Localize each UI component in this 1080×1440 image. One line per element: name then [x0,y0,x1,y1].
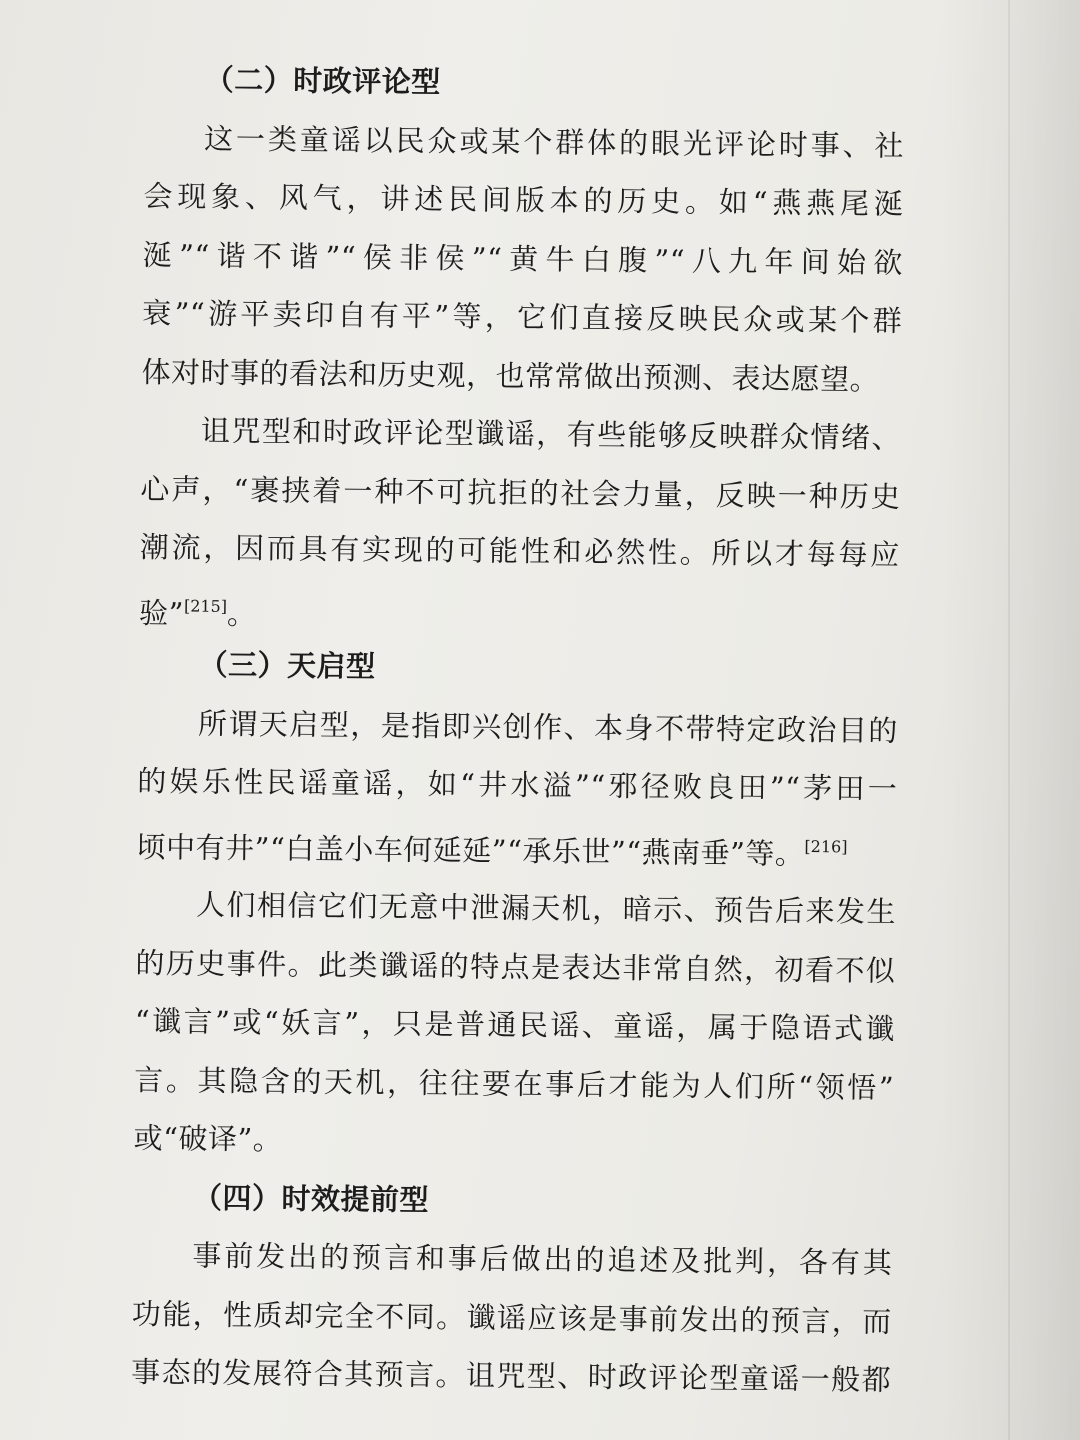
section-heading: （二）时政评论型 [204,62,441,100]
body-line: 言。其隐含的天机，往往要在事后才能为人们所“领悟” [134,1062,895,1105]
body-line: 的娱乐性民谣童谣，如“井水溢”“邪径败良田”“茅田一 [137,763,898,806]
body-line: 潮流，因而具有实现的可能性和必然性。所以才每每应 [139,529,900,572]
body-line: 涎”“谐不谐”“侯非侯”“黄牛白腹”“八九年间始欲 [142,237,903,280]
body-text: 。 [226,596,257,631]
book-page-text [131,50,905,1409]
body-line: 所谓天启型，是指即兴创作、本身不带特定政治目的 [197,706,899,748]
body-line: 衰”“游平卖印自有平”等，它们直接反映民众或某个群 [142,295,903,338]
body-text: 顷中有井”“白盖小车何延延”“承乐世”“燕南垂”等。 [136,829,805,871]
body-line: 会现象、风气，讲述民间版本的历史。如“燕燕尾涎 [143,178,904,221]
body-line: 或“破译”。 [133,1120,283,1157]
body-text: 验” [138,595,185,630]
section-heading: （四）时效提前型 [192,1180,430,1217]
footnote-ref: [215] [183,595,228,616]
body-line: 这一类童谣以民众或某个群体的眼光评论时事、社 [203,121,905,163]
body-line-with-footnote [139,576,900,642]
body-line: 心声，“裹挟着一种不可抗拒的社会力量，反映一种历史 [140,471,901,514]
body-line: “谶言”或“妖言”，只是普通民谣、童谣，属于隐语式谶 [134,1003,895,1046]
body-line: 功能，性质却完全不同。谶谣应该是事前发出的预言，而 [131,1296,892,1339]
page-edge [1008,0,1010,1440]
footnote-ref: [216] [804,836,848,856]
body-line: 事态的发展符合其预言。诅咒型、时政评论型童谣一般都 [130,1354,892,1397]
body-line: 人们相信它们无意中泄漏天机，暗示、预告后来发生 [195,887,897,929]
body-line: 诅咒型和时政评论型谶谣，有些能够反映群众情绪、 [200,413,902,455]
body-line: 事前发出的预言和事后做出的追述及批判，各有其 [192,1238,893,1280]
page-shadow [940,0,1080,1440]
body-line: 的历史事件。此类谶谣的特点是表达非常自然，初看不似 [135,945,896,988]
section-heading: （三）天启型 [198,647,376,684]
body-line: 体对时事的看法和历史观，也常常做出预测、表达愿望。 [141,354,880,397]
body-line-with-footnote [136,810,897,876]
